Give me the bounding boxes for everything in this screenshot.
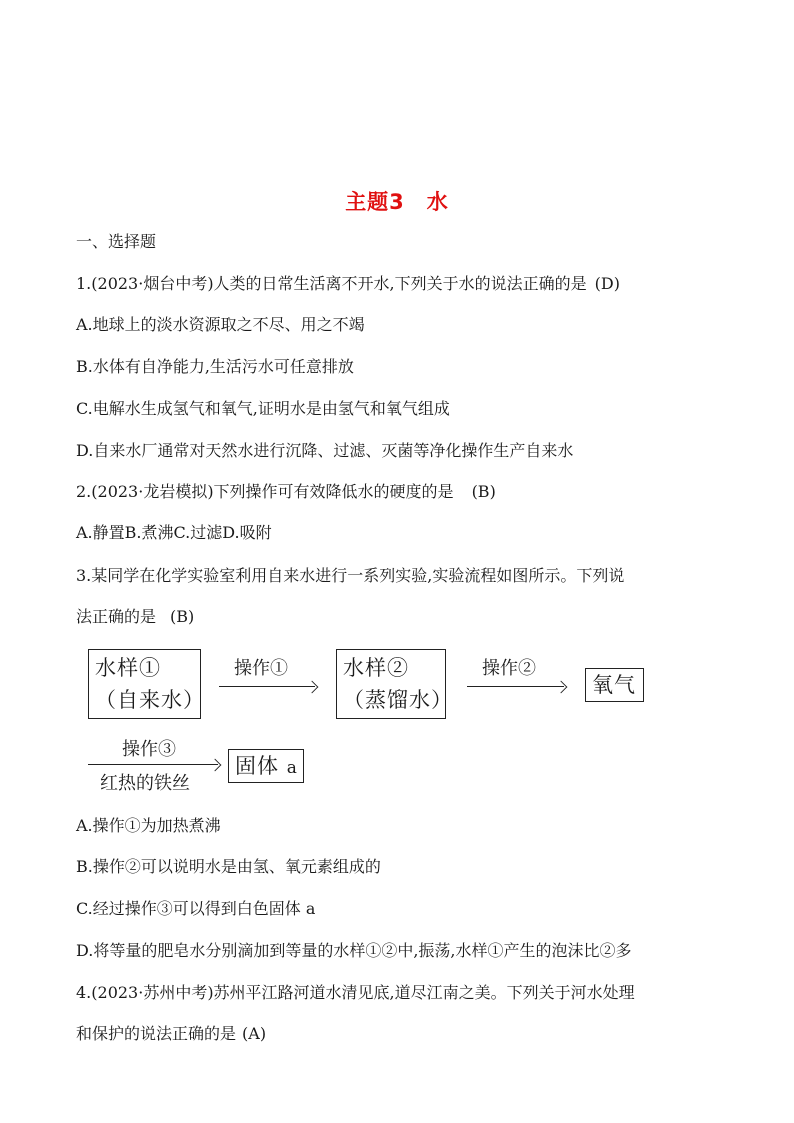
question-3-option-c: C.经过操作③可以得到白色固体 a: [76, 899, 316, 918]
question-3-stem-line1: 3.某同学在化学实验室利用自来水进行一系列实验,实验流程如图所示。下列说: [76, 566, 625, 585]
question-1-answer: (D): [594, 274, 620, 293]
question-3: [76, 605, 194, 629]
flow-box-2-line2: （蒸馏水）: [343, 688, 453, 712]
question-2-stem: 2.(2023·龙岩模拟)下列操作可有效降低水的硬度的是: [76, 482, 454, 501]
flow-box-oxygen: 氧气: [585, 668, 644, 702]
question-4-stem-line1: 4.(2023·苏州中考)苏州平江路河道水清见底,道尽江南之美。下列关于河水处理: [76, 983, 635, 1002]
flow-box-solid: [228, 749, 304, 783]
flow-box-sample-2: [336, 649, 453, 719]
question-1: [76, 272, 620, 296]
flow-op-2-label: 操作②: [482, 658, 536, 679]
flow-box-1-line1: 水样①: [95, 656, 161, 680]
question-3-option-d: D.将等量的肥皂水分别滴加到等量的水样①②中,振荡,水样①产生的泡沫比②多: [76, 941, 632, 960]
question-3-answer: (B): [170, 607, 195, 626]
flow-box-2-line1: 水样②: [343, 656, 409, 680]
question-2: [76, 480, 496, 504]
question-1-stem: 1.(2023·烟台中考)人类的日常生活离不开水,下列关于水的说法正确的是: [76, 274, 587, 293]
flow-op-3-condition: 红热的铁丝: [100, 773, 190, 794]
question-3-stem-line2: 法正确的是: [76, 607, 157, 626]
flow-box-4-text: 固体: [235, 754, 279, 778]
section-heading: 一、选择题: [76, 232, 157, 251]
flow-box-4-suffix: a: [286, 758, 297, 778]
flow-op-1-label: 操作①: [234, 658, 288, 679]
question-4-stem-line2: 和保护的说法正确的是: [76, 1024, 237, 1043]
question-4-answer: (A): [242, 1024, 267, 1043]
flow-box-sample-1: [88, 649, 205, 719]
question-2-answer: (B): [471, 482, 496, 501]
question-1-option-c: C.电解水生成氢气和氧气,证明水是由氢气和氧气组成: [76, 399, 450, 418]
question-3-option-b: B.操作②可以说明水是由氢、氧元素组成的: [76, 857, 381, 876]
question-1-option-d: D.自来水厂通常对天然水进行沉降、过滤、灭菌等净化操作生产自来水: [76, 441, 574, 460]
question-3-option-a: A.操作①为加热煮沸: [76, 816, 221, 835]
flow-arrow-3: [88, 764, 218, 765]
flow-box-1-line2: （自来水）: [95, 688, 205, 712]
flow-arrow-2: [467, 686, 564, 687]
question-2-options: A.静置B.煮沸C.过滤D.吸附: [76, 523, 272, 542]
question-1-option-a: A.地球上的淡水资源取之不尽、用之不竭: [76, 315, 365, 334]
page-title: 主题3 水: [345, 190, 449, 214]
question-1-option-b: B.水体有自净能力,生活污水可任意排放: [76, 357, 354, 376]
question-4: [76, 1022, 266, 1046]
flow-op-3-label: 操作③: [122, 739, 176, 760]
flow-arrow-1: [219, 686, 315, 687]
